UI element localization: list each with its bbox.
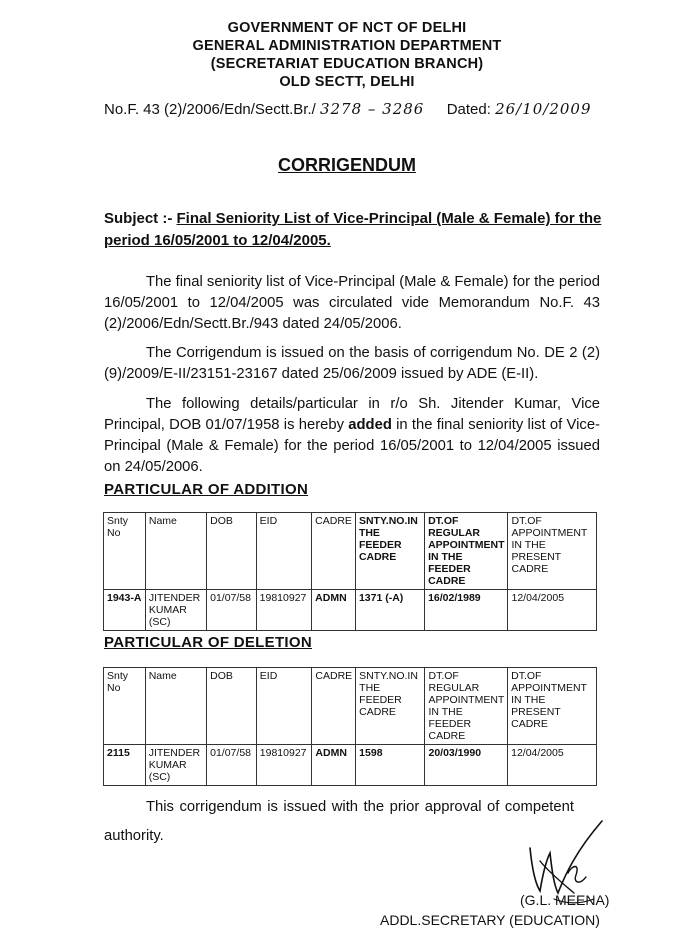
cell-present-appointment-date: 12/04/2005 [508,745,597,786]
col-cadre: CADRE [312,668,356,745]
deletion-header-row [104,668,597,745]
file-number: No.F. 43 (2)/2006/Edn/Sectt.Br./ [104,101,316,118]
col-dob: DOB [207,668,257,745]
cell-dob: 01/07/58 [207,745,257,786]
col-snty-no: Snty No [104,668,146,745]
subject-label: Subject :- [104,210,173,227]
col-present-appointment-date: DT.OF APPOINTMENT IN THE PRESENT CADRE [508,668,597,745]
cell-dob: 01/07/58 [207,590,257,631]
col-feeder-seniority: SNTY.NO.IN THE FEEDER CADRE [355,513,424,590]
paragraph-3: The following details/particular in r/o Sh. Jitender Kumar, Vice Principal, DOB 01/07/1958 is hereby added in the final seniority list of Vice-Principal (Male & Female) for the period 16/05/2001 to 12/04/2005 issued on 24/05/2006. [104,396,600,475]
cell-present-appointment-date: 12/04/2005 [508,590,597,631]
document-title: CORRIGENDUM [278,155,416,175]
col-dob: DOB [207,513,257,590]
header-government: GOVERNMENT OF NCT OF DELHI [227,20,467,36]
cell-name: JITENDER KUMAR (SC) [145,745,206,786]
cell-cadre: ADMN [312,590,356,631]
cell-eid: 19810927 [256,745,312,786]
subject-line [104,208,604,252]
cell-eid: 19810927 [256,590,312,631]
dated-label: Dated: [446,101,491,118]
header-address: OLD SECTT, DELHI [279,74,415,90]
cell-feeder-seniority: 1598 [356,745,425,786]
subject-text: Final Seniority List of Vice-Principal (Male & Female) for the period 16/05/2001 to 12/04/2005. [104,210,602,249]
file-reference-line [104,100,592,118]
cell-regular-appointment-date: 20/03/1990 [425,745,508,786]
addition-table [103,512,597,631]
cell-snty-no: 1943-A [104,590,146,631]
cell-cadre: ADMN [312,745,356,786]
addition-header-row [104,513,597,590]
col-feeder-seniority: SNTY.NO.IN THE FEEDER CADRE [356,668,425,745]
col-eid: EID [256,668,312,745]
closing-paragraph: This corrigendum is issued with the prior approval of competent authority. [104,799,574,844]
col-name: Name [145,513,206,590]
cell-feeder-seniority: 1371 (-A) [355,590,424,631]
paragraph-2: The Corrigendum is issued on the basis of corrigendum No. DE 2 (2)(9)/2009/E-II/23151-23167 dated 25/06/2009 issued by ADE (E-II). [104,345,600,382]
col-name: Name [145,668,206,745]
cell-regular-appointment-date: 16/02/1989 [425,590,508,631]
col-regular-appointment-date: DT.OF REGULAR APPOINTMENT IN THE FEEDER CADRE [425,668,508,745]
header-branch: (SECRETARIAT EDUCATION BRANCH) [210,56,484,72]
cell-snty-no: 2115 [104,745,146,786]
col-eid: EID [256,513,312,590]
addition-heading: PARTICULAR OF ADDITION [104,481,309,498]
header-department: GENERAL ADMINISTRATION DEPARTMENT [192,38,502,54]
col-snty-no: Snty No [104,513,146,590]
deletion-heading: PARTICULAR OF DELETION [104,634,312,651]
deletion-table [103,667,597,786]
paragraph-1: The final seniority list of Vice-Principal (Male & Female) for the period 16/05/2001 to 12/04/2005 was circulated vide Memorandum No.F. 43 (2)/2006/Edn/Sectt.Br./943 dated 24/05/2006. [104,274,600,332]
col-cadre: CADRE [312,513,356,590]
col-present-appointment-date: DT.OF APPOINTMENT IN THE PRESENT CADRE [508,513,597,590]
signatory-designation: ADDL.SECRETARY (EDUCATION) [380,912,600,928]
signatory-name: (G.L. MEENA) [520,892,610,908]
table-row [104,590,597,631]
handwritten-date: 26/10/2009 [495,100,592,118]
cell-name: JITENDER KUMAR (SC) [145,590,206,631]
col-regular-appointment-date: DT.OF REGULAR APPOINTMENT IN THE FEEDER CADRE [425,513,508,590]
table-row [104,745,597,786]
handwritten-dispatch-range: 3278 – 3286 [319,100,425,118]
